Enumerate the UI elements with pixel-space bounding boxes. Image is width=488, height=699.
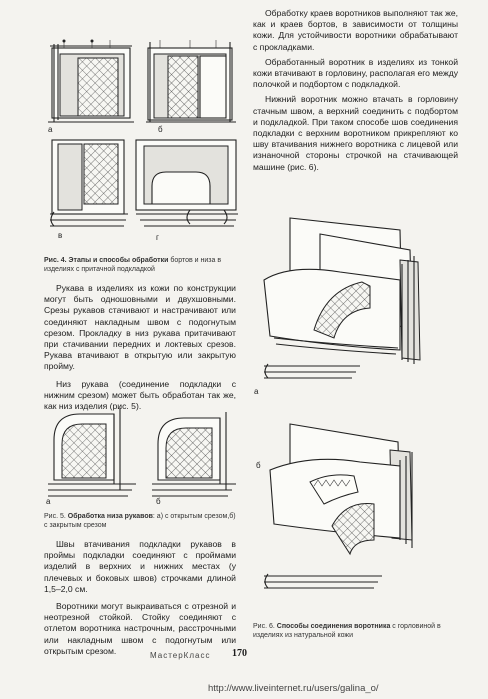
paragraph: Воротники могут выкраиваться с отрезной и неотрезной стойкой. Стойку соединяют с отлетом воротника настрочным, расстрочными или накладным швом с подогнутым или открытым срезом. — [44, 601, 236, 656]
paragraph: Нижний воротник можно втачать в горловину стачным швом, а верхний соединить с подбортом и подкладкой. При таком способе шов соединения подкладки с верхним воротником прикрепляют ко шву втачивания нижнего воротника с лицевой или изнаночной стороны строчкой на стачивающей машине (рис. 6). — [253, 94, 458, 172]
fig4-caption — [44, 256, 236, 274]
paragraph: Обработку краев воротников выполняют так же, как и краев бортов, в зависимости от толщины кожи. Для устойчивости воротники обрабатывают с прокладками. — [253, 8, 458, 52]
paragraph: Швы втачивания подкладки рукавов в проймы подкладки соединяют с проймами изделий в верхних и нижних местах (у плечевых и боковых швов) строчками длиной 1,5–2,0 см. — [44, 539, 236, 594]
fig4-caption-rest: бортов и низа в изделиях с притачной подкладкой — [44, 257, 222, 273]
fig5-caption — [44, 512, 236, 530]
fig5-label-b: б — [156, 497, 161, 506]
fig5-caption-pre: Рис. 5. — [44, 513, 68, 520]
watermark-link[interactable]: http://www.liveinternet.ru/users/galina_o/ — [208, 683, 379, 694]
fig5-panel-b — [152, 412, 236, 496]
fig5-caption-rest: : а) с открытым срезом,б) с закрытым срезом — [44, 513, 236, 529]
fig4-label-b: б — [158, 125, 163, 134]
fig4-label-v: в — [58, 231, 63, 240]
fig6-caption-rest: с горловиной в изделиях из натуральной кожи — [253, 623, 441, 639]
paragraph: Обработанный воротник в изделиях из тонкой кожи втачивают в горловину, располагая его между полочкой и подбортом с подкладкой. — [253, 56, 458, 90]
figure-6 — [250, 210, 462, 616]
fig5-label-a: а — [46, 497, 51, 506]
figure-5 — [40, 400, 240, 510]
fig6-label-b: б — [256, 461, 261, 470]
fig4-panel-b — [146, 40, 236, 122]
fig6-panel-b — [264, 424, 412, 588]
figure-4 — [40, 36, 245, 254]
left-text-block-1 — [44, 283, 236, 412]
fig5-panel-a — [48, 408, 136, 496]
fig4-label-a: а — [48, 125, 53, 134]
fig4-caption-bold: Рис. 4. Этапы и способы обработки — [44, 257, 169, 264]
page-number: 170 — [232, 648, 247, 659]
fig4-panel-v — [50, 140, 128, 226]
fig5-caption-bold: Обработка низа рукавов — [67, 513, 153, 520]
left-text-block-2 — [44, 539, 236, 657]
fig6-panel-a — [264, 218, 420, 378]
fig6-caption-pre: Рис. 6. — [253, 623, 277, 630]
fig6-label-a: а — [254, 387, 259, 396]
right-text-block — [253, 8, 458, 173]
fig4-panel-a — [48, 40, 134, 123]
fig4-label-g: г — [156, 233, 159, 242]
paragraph: Рукава в изделиях из кожи по конструкции могут быть одношовными и двухшовными. Срезы рукавов стачивают и настрачивают или соединяют накладным швом с подогнутым срезом. Прокладку в низ рукава притачивают при стачивании передних и локтевых срезов. Рукава втачивают в открытую или закрытую пройму. — [44, 283, 236, 372]
fig6-caption — [253, 622, 458, 640]
paragraph: Низ рукава (соединение подкладки с нижним срезом) может быть обработан так же, как низ изделия (рис. 5). — [44, 378, 236, 412]
fig4-panel-g — [136, 140, 238, 226]
magazine-name: МастерКласс — [150, 651, 211, 660]
fig6-caption-bold: Способы соединения воротника — [276, 623, 391, 630]
